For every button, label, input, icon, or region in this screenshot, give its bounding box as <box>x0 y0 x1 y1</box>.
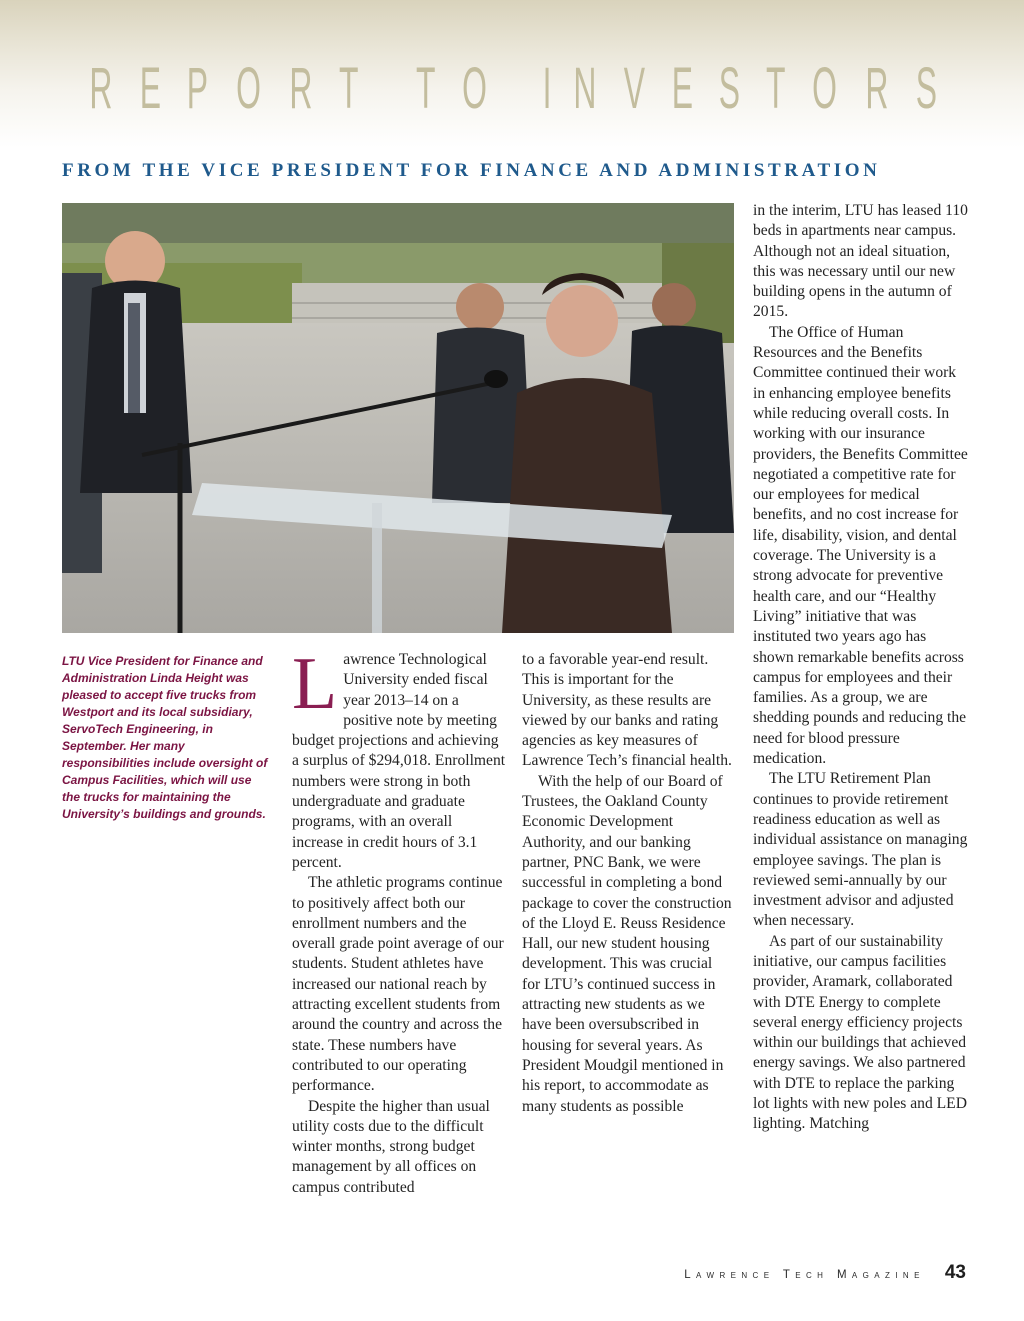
banner-letter: O <box>236 56 261 121</box>
banner-letter: R <box>89 56 113 121</box>
banner-letter: T <box>338 56 359 121</box>
banner-letter: E <box>139 56 161 121</box>
banner-letter: R <box>289 56 313 121</box>
photo-caption: LTU Vice President for Finance and Administration Linda Height was pleased to accept five trucks from Westport and its local subsidiary, ServoTech Engineering, in September. Her many responsibilities include oversight of Campus Facilities, which will use the trucks for maintaining the University’s buildings and grounds. <box>62 654 268 821</box>
banner-letter: E <box>671 56 693 121</box>
section-heading: FROM THE VICE PRESIDENT FOR FINANCE AND ADMINISTRATION <box>62 160 881 181</box>
banner-letter: O <box>462 56 488 121</box>
paragraph-text: awrence Technological University ended fiscal year 2013–14 on a positive note by meeting budget projections and achieving a surplus of $294,018. Enrollment numbers were strong in both undergraduate and graduate programs, with an overall increase in credit hours of 3.1 percent. <box>292 651 506 871</box>
article-paragraph: Despite the higher than usual utility costs due to the difficult winter months, strong budget management by all offices on campus contributed <box>292 1097 490 1196</box>
page-number: 43 <box>944 1262 966 1283</box>
article-paragraph <box>292 643 506 873</box>
banner-letter: N <box>573 56 597 121</box>
banner-letter: R <box>865 56 889 121</box>
article-paragraph: The LTU Retirement Plan continues to provide retirement readiness education as well as individual assistance on managing employee savings. The plan is reviewed semi-annually by our investment advisor and adjusted when necessary. <box>753 770 968 930</box>
article-paragraph: With the help of our Board of Trustees, the Oakland County Economic Development Authority, and our banking partner, PNC Bank, we were successful in completing a bond package to cover the construction of the Lloyd E. Reuss Residence Hall, our new student housing development. This was crucial for LTU’s continued success in attracting new students as we have been oversubscribed in housing for several years. As President Moudgil mentioned in his report, to accommodate as many students as possible <box>522 772 732 1115</box>
banner-letter: S <box>915 56 938 121</box>
banner-letter: I <box>542 56 552 121</box>
drop-cap: L <box>292 643 338 725</box>
banner-title <box>0 54 1024 124</box>
article-paragraph: As part of our sustainability initiative, our campus facilities provider, Aramark, collaborated with DTE Energy to complete several energy efficiency projects within our buildings that achieved energy savings. We also partnered with DTE to replace the parking lot lights with new poles and LED lighting. Matching <box>753 932 967 1133</box>
banner-letter: P <box>187 56 209 121</box>
page-footer <box>684 1262 966 1284</box>
banner-letter: S <box>719 56 741 121</box>
banner-letter: V <box>623 56 646 121</box>
article-column-3 <box>753 201 969 1135</box>
banner-letter: O <box>812 56 838 121</box>
banner-letter: T <box>765 56 786 121</box>
article-paragraph: in the interim, LTU has leased 110 beds in apartments near campus. Although not an ideal situation, this was necessary until our new building opens in the autumn of 2015. <box>753 202 968 321</box>
article-paragraph: The Office of Human Resources and the Benefits Committee continued their work in enhancing employee benefits while reducing overall costs. In working with our insurance providers, the Benefits Committee negotiated a competitive rate for our employees for medical benefits, and no cost increase for life, disability, vision, and dental coverage. The University is a strong advocate for preventive health care, and our “Healthy Living” initiative that was instituted two years ago has shown remarkable benefits across campus for employees and their families. As a group, we are shedding pounds and reducing the need for blood pressure medication. <box>753 323 968 768</box>
article-paragraph: to a favorable year-end result. This is important for the University, as these results are viewed by our banks and rating agencies as key measures of Lawrence Tech’s financial health. <box>522 651 732 770</box>
article-column-1 <box>292 643 506 1198</box>
podium-photo <box>62 203 734 633</box>
article-column-2 <box>522 650 734 1117</box>
magazine-name: Lawrence Tech Magazine <box>684 1269 925 1281</box>
banner-letter: T <box>416 56 436 121</box>
article-paragraph: The athletic programs continue to positively affect both our enrollment numbers and the overall grade point average of our students. Student athletes have increased our national reach by attracting excellent students from around the country and across the state. These numbers have contributed to our operating performance. <box>292 874 504 1095</box>
podium-photo-illustration <box>62 203 734 633</box>
